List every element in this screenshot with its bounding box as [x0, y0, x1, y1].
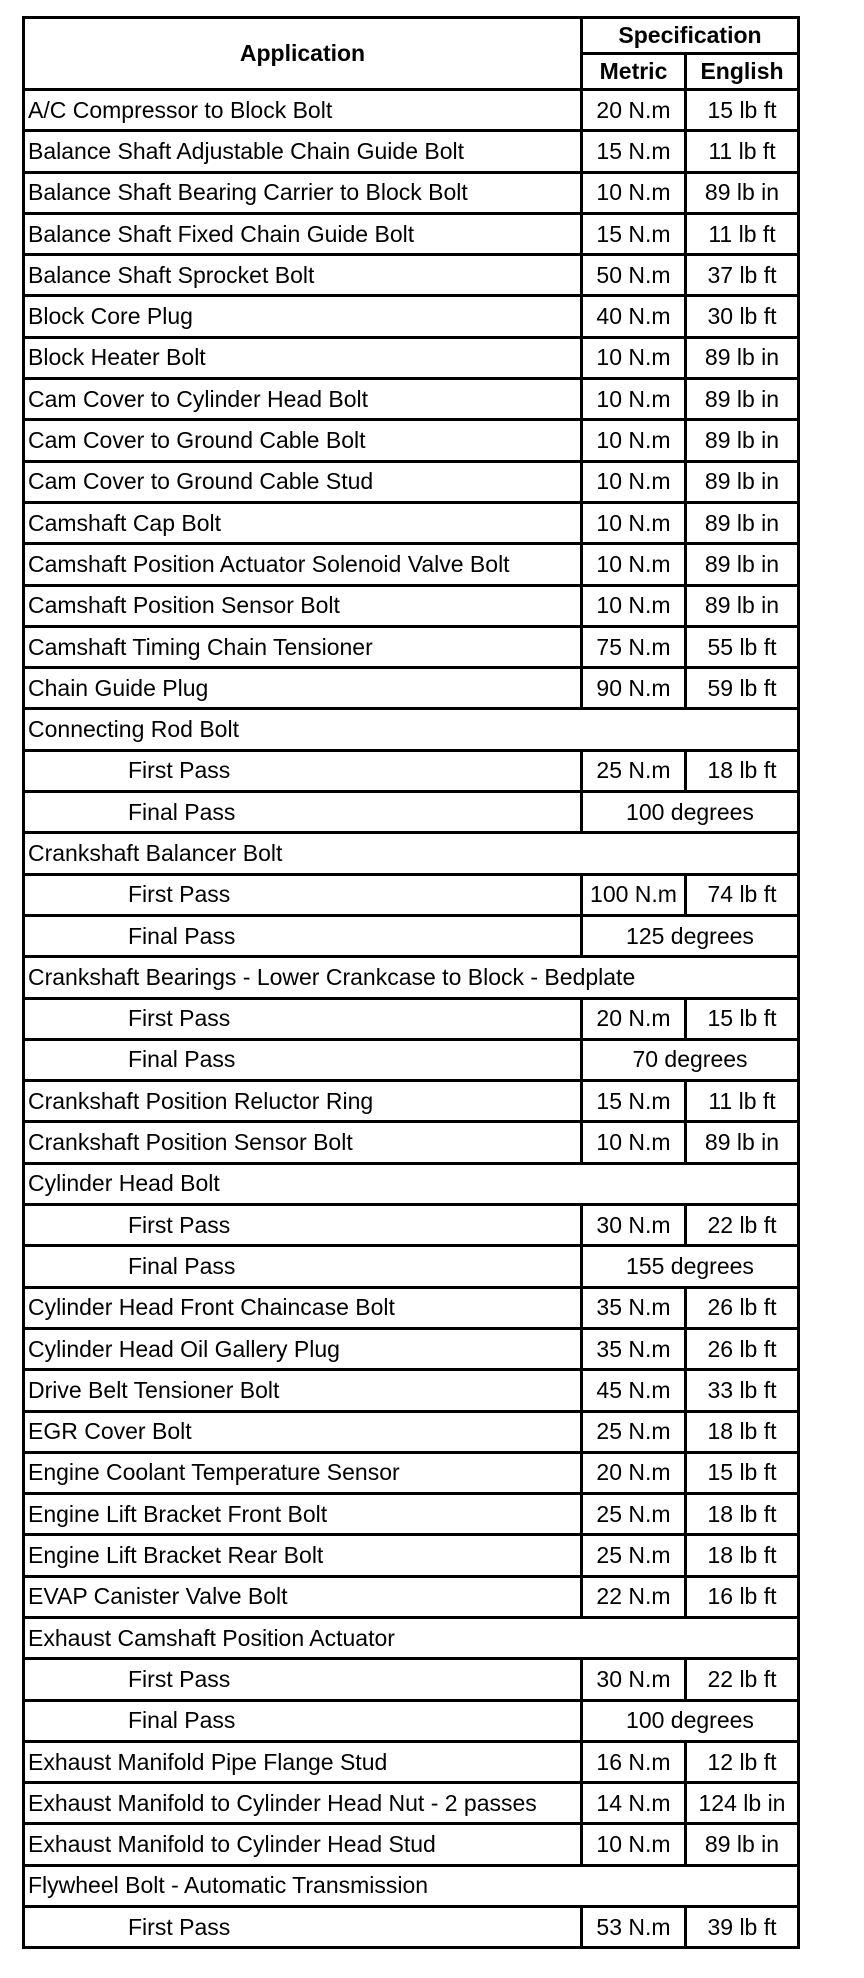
table-row	[24, 1741, 799, 1782]
application-cell: Final Pass	[24, 1246, 582, 1287]
metric-cell: 20 N.m	[582, 90, 686, 131]
application-cell: EGR Cover Bolt	[24, 1411, 582, 1452]
english-cell: 55 lb ft	[686, 626, 799, 667]
english-cell: 33 lb ft	[686, 1370, 799, 1411]
application-cell: Exhaust Manifold to Cylinder Head Nut - 2 passes	[24, 1783, 582, 1824]
metric-cell: 14 N.m	[582, 1783, 686, 1824]
english-cell: 89 lb in	[686, 1122, 799, 1163]
table-row	[24, 668, 799, 709]
english-cell: 18 lb ft	[686, 1494, 799, 1535]
english-cell: 89 lb in	[686, 502, 799, 543]
english-cell: 18 lb ft	[686, 1411, 799, 1452]
metric-cell: 25 N.m	[582, 750, 686, 791]
application-cell: First Pass	[24, 874, 582, 915]
application-cell: Camshaft Position Actuator Solenoid Valve Bolt	[24, 544, 582, 585]
table-row	[24, 420, 799, 461]
english-cell: 18 lb ft	[686, 1535, 799, 1576]
english-cell: 18 lb ft	[686, 750, 799, 791]
application-cell: Engine Coolant Temperature Sensor	[24, 1452, 582, 1493]
application-cell: Cam Cover to Ground Cable Bolt	[24, 420, 582, 461]
table-body	[24, 90, 799, 1948]
application-cell: Connecting Rod Bolt	[24, 709, 799, 750]
application-cell: First Pass	[24, 750, 582, 791]
english-cell: 26 lb ft	[686, 1328, 799, 1369]
english-cell: 89 lb in	[686, 1824, 799, 1865]
table-row	[24, 1576, 799, 1617]
application-cell: Camshaft Cap Bolt	[24, 502, 582, 543]
english-cell: 22 lb ft	[686, 1205, 799, 1246]
english-cell: 15 lb ft	[686, 998, 799, 1039]
metric-cell: 45 N.m	[582, 1370, 686, 1411]
table-row	[24, 461, 799, 502]
english-cell: 59 lb ft	[686, 668, 799, 709]
table-subrow	[24, 750, 799, 791]
application-cell: Final Pass	[24, 792, 582, 833]
metric-cell: 75 N.m	[582, 626, 686, 667]
metric-cell: 10 N.m	[582, 1824, 686, 1865]
application-cell: Cylinder Head Bolt	[24, 1163, 799, 1204]
english-cell: 39 lb ft	[686, 1907, 799, 1948]
application-cell: Flywheel Bolt - Automatic Transmission	[24, 1865, 799, 1906]
table-subrow	[24, 1205, 799, 1246]
table-subrow	[24, 1659, 799, 1700]
english-cell: 12 lb ft	[686, 1741, 799, 1782]
metric-cell: 35 N.m	[582, 1328, 686, 1369]
table-row	[24, 1824, 799, 1865]
english-cell: 30 lb ft	[686, 296, 799, 337]
table-group-row	[24, 957, 799, 998]
table-group-row	[24, 709, 799, 750]
table-subrow	[24, 915, 799, 956]
torque-specification-table	[22, 16, 800, 1949]
table-row	[24, 90, 799, 131]
application-cell: Chain Guide Plug	[24, 668, 582, 709]
table-row	[24, 255, 799, 296]
english-header: English	[686, 54, 799, 90]
metric-cell: 20 N.m	[582, 998, 686, 1039]
english-cell: 26 lb ft	[686, 1287, 799, 1328]
english-cell: 22 lb ft	[686, 1659, 799, 1700]
table-row	[24, 296, 799, 337]
table-header	[24, 18, 799, 90]
metric-cell: 50 N.m	[582, 255, 686, 296]
specification-cell: 125 degrees	[582, 915, 799, 956]
english-cell: 89 lb in	[686, 544, 799, 585]
application-cell: First Pass	[24, 1659, 582, 1700]
metric-cell: 15 N.m	[582, 1081, 686, 1122]
english-cell: 89 lb in	[686, 337, 799, 378]
table-row	[24, 379, 799, 420]
metric-cell: 20 N.m	[582, 1452, 686, 1493]
application-cell: First Pass	[24, 998, 582, 1039]
table-row	[24, 502, 799, 543]
english-cell: 89 lb in	[686, 461, 799, 502]
table-row	[24, 1452, 799, 1493]
english-cell: 11 lb ft	[686, 1081, 799, 1122]
application-cell: Drive Belt Tensioner Bolt	[24, 1370, 582, 1411]
table-row	[24, 1328, 799, 1369]
table-row	[24, 1494, 799, 1535]
table-group-row	[24, 1617, 799, 1658]
table-row	[24, 1287, 799, 1328]
metric-cell: 100 N.m	[582, 874, 686, 915]
application-cell: Cam Cover to Ground Cable Stud	[24, 461, 582, 502]
metric-cell: 10 N.m	[582, 172, 686, 213]
english-cell: 37 lb ft	[686, 255, 799, 296]
application-cell: Final Pass	[24, 915, 582, 956]
metric-cell: 40 N.m	[582, 296, 686, 337]
specification-header: Specification	[582, 18, 799, 54]
table-subrow	[24, 792, 799, 833]
english-cell: 89 lb in	[686, 379, 799, 420]
specification-cell: 100 degrees	[582, 792, 799, 833]
metric-cell: 25 N.m	[582, 1494, 686, 1535]
table-subrow	[24, 1907, 799, 1948]
application-cell: A/C Compressor to Block Bolt	[24, 90, 582, 131]
application-cell: Exhaust Camshaft Position Actuator	[24, 1617, 799, 1658]
application-cell: Cylinder Head Oil Gallery Plug	[24, 1328, 582, 1369]
table-row	[24, 626, 799, 667]
english-cell: 89 lb in	[686, 420, 799, 461]
table-row	[24, 172, 799, 213]
metric-header: Metric	[582, 54, 686, 90]
metric-cell: 35 N.m	[582, 1287, 686, 1328]
table-subrow	[24, 1039, 799, 1080]
application-cell: Balance Shaft Bearing Carrier to Block Bolt	[24, 172, 582, 213]
table-row	[24, 585, 799, 626]
table-row	[24, 1122, 799, 1163]
table-subrow	[24, 1246, 799, 1287]
metric-cell: 22 N.m	[582, 1576, 686, 1617]
english-cell: 11 lb ft	[686, 213, 799, 254]
application-cell: Exhaust Manifold Pipe Flange Stud	[24, 1741, 582, 1782]
table-row	[24, 1411, 799, 1452]
application-cell: EVAP Canister Valve Bolt	[24, 1576, 582, 1617]
metric-cell: 25 N.m	[582, 1411, 686, 1452]
metric-cell: 30 N.m	[582, 1205, 686, 1246]
table-group-row	[24, 833, 799, 874]
application-cell: First Pass	[24, 1205, 582, 1246]
metric-cell: 53 N.m	[582, 1907, 686, 1948]
application-cell: Cylinder Head Front Chaincase Bolt	[24, 1287, 582, 1328]
application-cell: Crankshaft Bearings - Lower Crankcase to Block - Bedplate	[24, 957, 799, 998]
metric-cell: 15 N.m	[582, 131, 686, 172]
application-cell: Balance Shaft Adjustable Chain Guide Bolt	[24, 131, 582, 172]
table-row	[24, 1783, 799, 1824]
application-cell: First Pass	[24, 1907, 582, 1948]
application-cell: Balance Shaft Fixed Chain Guide Bolt	[24, 213, 582, 254]
specification-cell: 70 degrees	[582, 1039, 799, 1080]
table-subrow	[24, 1700, 799, 1741]
english-cell: 89 lb in	[686, 172, 799, 213]
metric-cell: 10 N.m	[582, 544, 686, 585]
application-cell: Camshaft Position Sensor Bolt	[24, 585, 582, 626]
application-cell: Crankshaft Position Reluctor Ring	[24, 1081, 582, 1122]
metric-cell: 10 N.m	[582, 461, 686, 502]
specification-cell: 100 degrees	[582, 1700, 799, 1741]
table-row	[24, 131, 799, 172]
english-cell: 16 lb ft	[686, 1576, 799, 1617]
english-cell: 11 lb ft	[686, 131, 799, 172]
metric-cell: 10 N.m	[582, 379, 686, 420]
application-cell: Final Pass	[24, 1700, 582, 1741]
english-cell: 15 lb ft	[686, 1452, 799, 1493]
metric-cell: 90 N.m	[582, 668, 686, 709]
application-cell: Engine Lift Bracket Front Bolt	[24, 1494, 582, 1535]
application-cell: Cam Cover to Cylinder Head Bolt	[24, 379, 582, 420]
metric-cell: 10 N.m	[582, 337, 686, 378]
specification-cell: 155 degrees	[582, 1246, 799, 1287]
application-cell: Final Pass	[24, 1039, 582, 1080]
table-row	[24, 213, 799, 254]
english-cell: 74 lb ft	[686, 874, 799, 915]
table-subrow	[24, 874, 799, 915]
metric-cell: 25 N.m	[582, 1535, 686, 1576]
application-cell: Crankshaft Balancer Bolt	[24, 833, 799, 874]
metric-cell: 10 N.m	[582, 420, 686, 461]
english-cell: 89 lb in	[686, 585, 799, 626]
metric-cell: 15 N.m	[582, 213, 686, 254]
english-cell: 15 lb ft	[686, 90, 799, 131]
table-row	[24, 1081, 799, 1122]
application-header: Application	[24, 18, 582, 90]
metric-cell: 16 N.m	[582, 1741, 686, 1782]
application-cell: Balance Shaft Sprocket Bolt	[24, 255, 582, 296]
application-cell: Exhaust Manifold to Cylinder Head Stud	[24, 1824, 582, 1865]
table-row	[24, 337, 799, 378]
metric-cell: 10 N.m	[582, 502, 686, 543]
table-group-row	[24, 1865, 799, 1906]
english-cell: 124 lb in	[686, 1783, 799, 1824]
table-group-row	[24, 1163, 799, 1204]
metric-cell: 30 N.m	[582, 1659, 686, 1700]
application-cell: Camshaft Timing Chain Tensioner	[24, 626, 582, 667]
table-row	[24, 1535, 799, 1576]
application-cell: Engine Lift Bracket Rear Bolt	[24, 1535, 582, 1576]
application-cell: Block Core Plug	[24, 296, 582, 337]
application-cell: Crankshaft Position Sensor Bolt	[24, 1122, 582, 1163]
metric-cell: 10 N.m	[582, 585, 686, 626]
metric-cell: 10 N.m	[582, 1122, 686, 1163]
table-row	[24, 1370, 799, 1411]
application-cell: Block Heater Bolt	[24, 337, 582, 378]
table-row	[24, 544, 799, 585]
table-subrow	[24, 998, 799, 1039]
